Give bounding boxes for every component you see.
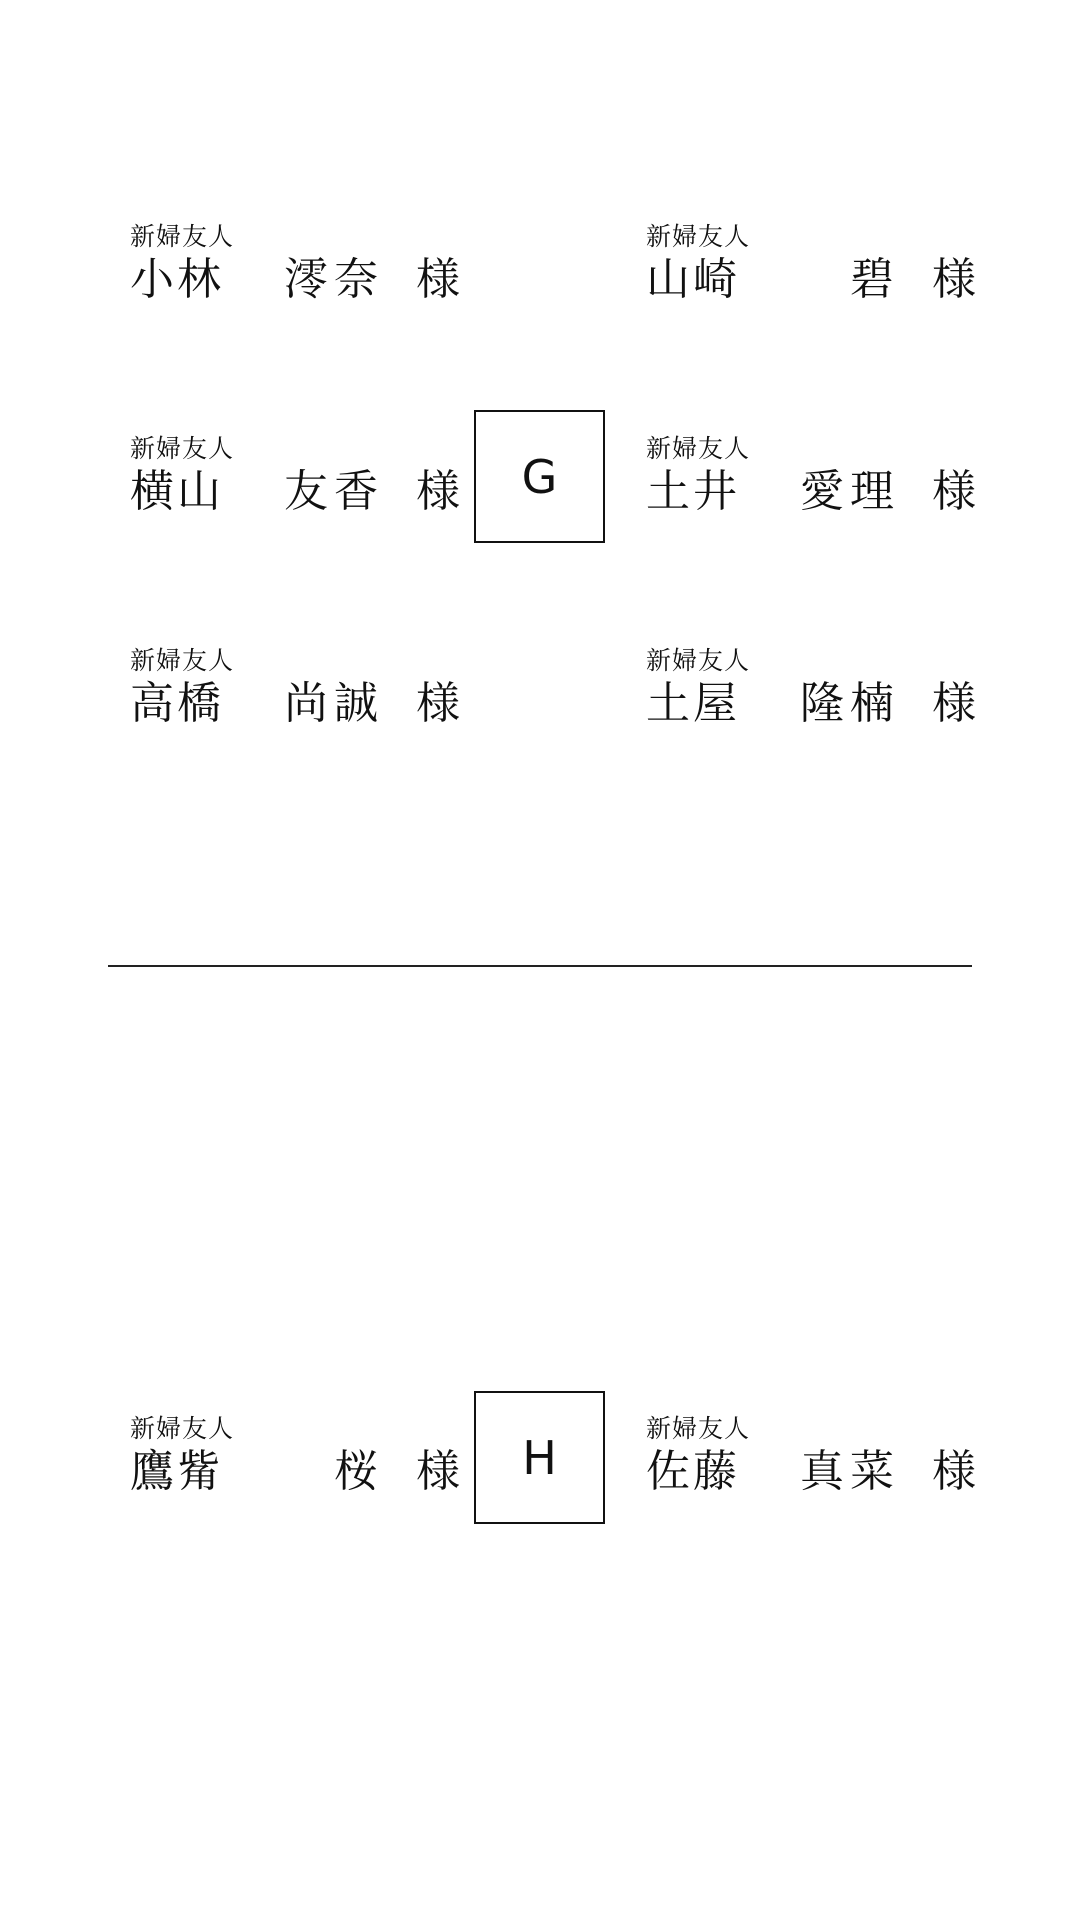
guest-given-name: 友香 <box>284 466 384 517</box>
guest-given-name: 愛理 <box>800 466 900 517</box>
guest-name <box>646 464 976 520</box>
guest-honorific: 様 <box>932 678 976 729</box>
guest-surname: 横山 <box>130 466 224 517</box>
guest-name <box>646 676 976 732</box>
guest-relation: 新婦友人 <box>646 434 751 463</box>
guest-name <box>646 1444 976 1500</box>
guest-card <box>130 646 460 732</box>
guest-given-name: 尚誠 <box>284 678 384 729</box>
guest-name <box>130 464 460 520</box>
guest-card <box>646 1414 976 1500</box>
guest-relation: 新婦友人 <box>646 222 751 251</box>
guest-relation: 新婦友人 <box>130 434 235 463</box>
guest-name <box>130 252 460 308</box>
guest-honorific: 様 <box>932 1446 976 1497</box>
guest-name <box>130 676 460 732</box>
guest-honorific: 様 <box>932 466 976 517</box>
guest-surname: 佐藤 <box>646 1446 740 1497</box>
guest-given-name: 桜 <box>334 1446 384 1497</box>
guest-relation: 新婦友人 <box>130 646 235 675</box>
guest-card <box>130 434 460 520</box>
guest-honorific: 様 <box>416 466 460 517</box>
guest-honorific: 様 <box>416 254 460 305</box>
guest-honorific: 様 <box>932 254 976 305</box>
table-label-h: H <box>474 1391 605 1524</box>
guest-honorific: 様 <box>416 1446 460 1497</box>
guest-card <box>646 434 976 520</box>
guest-surname: 小林 <box>130 254 224 305</box>
guest-card <box>130 1414 460 1500</box>
guest-surname: 山崎 <box>646 254 740 305</box>
guest-relation: 新婦友人 <box>646 1414 751 1443</box>
guest-honorific: 様 <box>416 678 460 729</box>
guest-surname: 土井 <box>646 466 740 517</box>
guest-surname: 高橋 <box>130 678 224 729</box>
guest-given-name: 真菜 <box>800 1446 900 1497</box>
guest-name <box>130 1444 460 1500</box>
guest-relation: 新婦友人 <box>130 222 235 251</box>
guest-card <box>646 646 976 732</box>
guest-surname: 土屋 <box>646 678 740 729</box>
guest-name <box>646 252 976 308</box>
guest-surname: 鷹觜 <box>130 1446 224 1497</box>
guest-given-name: 隆楠 <box>800 678 900 729</box>
guest-relation: 新婦友人 <box>646 646 751 675</box>
guest-given-name: 澪奈 <box>284 254 384 305</box>
table-label-g: G <box>474 410 605 543</box>
guest-relation: 新婦友人 <box>130 1414 235 1443</box>
guest-card <box>646 222 976 308</box>
section-divider <box>108 965 972 967</box>
guest-card <box>130 222 460 308</box>
guest-given-name: 碧 <box>850 254 900 305</box>
